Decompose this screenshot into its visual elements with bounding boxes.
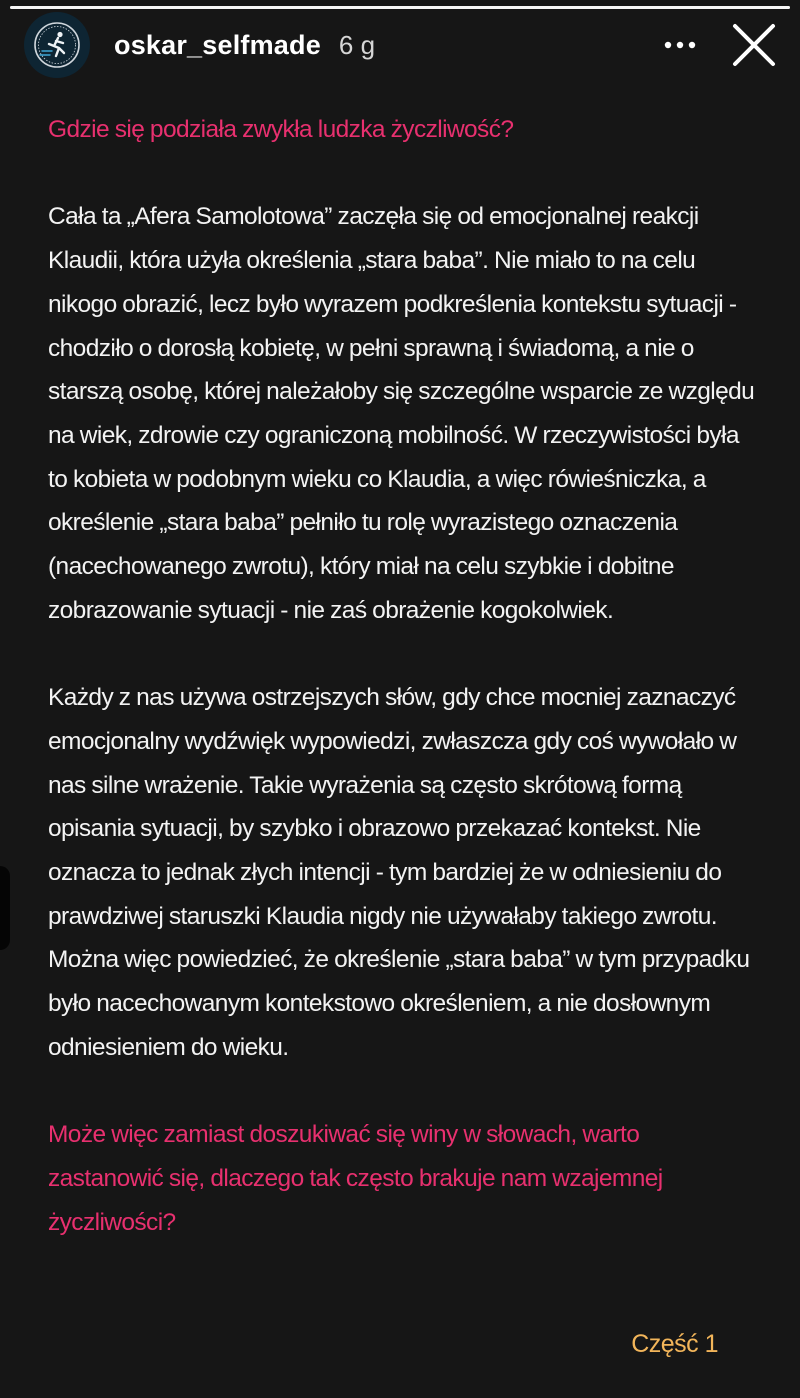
story-paragraph-2: Każdy z nas używa ostrzejszych słów, gdy chce mocniej zaznaczyć emocjonalny wydźwięk wypowiedzi, zwłaszcza gdy coś wywołało w nas silne wrażenie. Takie wyrażenia są często skrótową formą opisania sytuacji, by szybko i obrazowo przekazać kontekst. Nie oznacza to jednak złych intencji - tym bardziej że w odniesieniu do prawdziwej staruszki Klaudia nigdy nie używałaby takiego zwrotu. Można więc powiedzieć, że określenie „stara baba” w tym przypadku było nacechowanym kontekstowo określeniem, a nie dosłownym odniesieniem do wieku. xyxy=(48,684,750,1061)
story-progress-fill xyxy=(10,6,790,9)
story-header xyxy=(24,12,780,78)
close-button[interactable] xyxy=(728,19,780,71)
username[interactable]: oskar_selfmade xyxy=(114,29,321,60)
story-closing-question: Może więc zamiast doszukiwać się winy w słowach, warto zastanowić się, dlaczego tak często brakuje nam wzajemnej życzliwości? xyxy=(48,1121,663,1236)
close-icon xyxy=(732,23,776,67)
more-horizontal-icon xyxy=(663,40,697,50)
runner-logo-icon xyxy=(32,20,82,70)
story-heading: Gdzie się podziała zwykła ludzka życzliwość? xyxy=(48,116,514,143)
avatar[interactable] xyxy=(24,12,90,78)
story-paragraph-1: Cała ta „Afera Samolotowa” zaczęła się od emocjonalnej reakcji Klaudii, która użyła określenia „stara baba”. Nie miało to na celu nikogo obrazić, lecz było wyrazem podkreślenia kontekstu sytuacji - chodziło o dorosłą kobietę, w pełni sprawną i świadomą, a nie o starszą osobę, której należałoby się szczególne wsparcie ze względu na wiek, zdrowie czy ograniczoną mobilność. W rzeczywistości była to kobieta w podobnym wieku co Klaudia, a więc rówieśniczka, a określenie „stara baba” pełniło tu rolę wyrazistego oznaczenia (nacechowanego zwrotu), który miał na celu szybkie i dobitne zobrazowanie sytuacji - nie zaś obrażenie kogokolwiek. xyxy=(48,203,755,624)
story-progress-bar xyxy=(10,6,790,9)
story-text xyxy=(48,108,760,1244)
post-time: 6 g xyxy=(338,29,376,60)
part-label: Część 1 xyxy=(631,1330,718,1358)
side-edge-tab xyxy=(0,866,10,950)
more-options-button[interactable] xyxy=(658,23,702,67)
